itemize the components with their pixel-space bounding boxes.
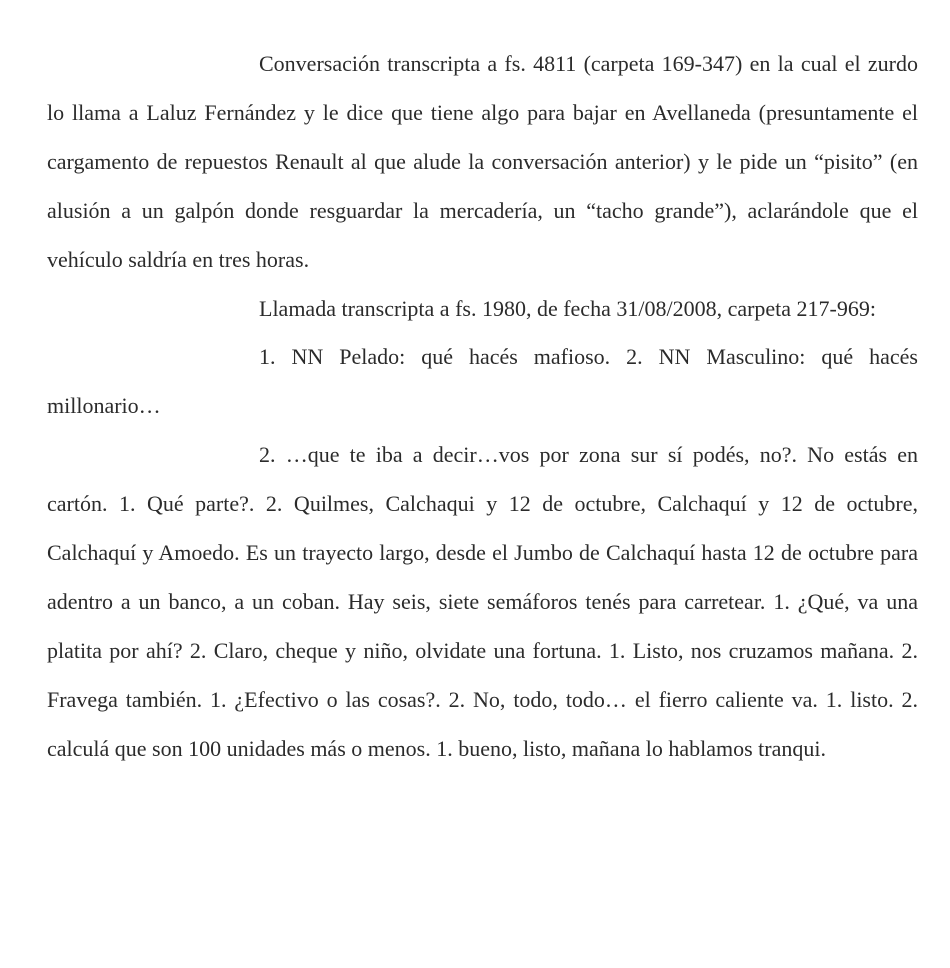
document-page bbox=[47, 40, 918, 774]
paragraph-dialogue-greeting: 1. NN Pelado: qué hacés mafioso. 2. NN Masculino: qué hacés millonario… bbox=[47, 344, 918, 419]
paragraph-llamada-1980: Llamada transcripta a fs. 1980, de fecha 31/08/2008, carpeta 217-969: bbox=[259, 295, 876, 321]
paragraph-conversacion-4811: Conversación transcripta a fs. 4811 (carpeta 169-347) en la cual el zurdo lo llama a Laluz Fernández y le dice que tiene algo para bajar en Avellaneda (presuntamente el cargamento de repuestos Renault al que alude la conversación anterior) y le pide un “pisito” (en alusión a un galpón donde resguardar la mercadería, un “tacho grande”), aclarándole que el vehículo saldría en tres horas. bbox=[47, 51, 918, 272]
paragraph-dialogue-body: 2. …que te iba a decir…vos por zona sur sí podés, no?. No estás en cartón. 1. Qué parte?. 2. Quilmes, Calchaqui y 12 de octubre, Calchaquí y 12 de octubre, Calchaquí y Amoedo. Es un trayecto largo, desde el Jumbo de Calchaquí hasta 12 de octubre para adentro a un banco, a un coban. Hay seis, siete semáforos tenés para carretear. 1. ¿Qué, va una platita por ahí? 2. Claro, cheque y niño, olvidate una fortuna. 1. Listo, nos cruzamos mañana. 2. Fravega también. 1. ¿Efectivo o las cosas?. 2. No, todo, todo… el fierro caliente va. 1. listo. 2. calculá que son 100 unidades más o menos. 1. bueno, listo, mañana lo hablamos tranqui. bbox=[47, 442, 918, 761]
